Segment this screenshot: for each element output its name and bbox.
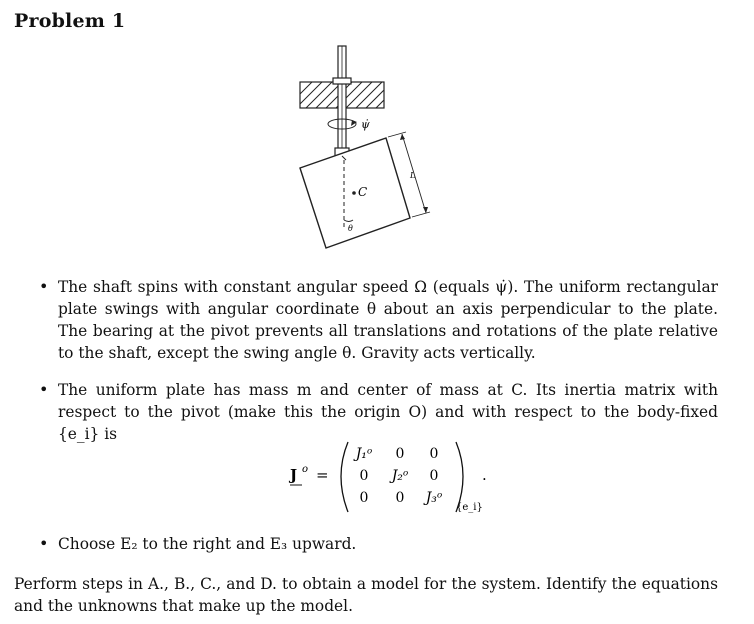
- pendulum-plate-figure: [0, 0, 754, 260]
- center-of-mass-dot: [352, 191, 356, 195]
- m31: 0: [359, 490, 369, 506]
- matrix-basis: {e_i}: [456, 502, 483, 513]
- m23: 0: [429, 468, 439, 484]
- inertia-matrix: [288, 438, 518, 516]
- matrix-lhs-sup: o: [302, 464, 309, 475]
- matrix-lhs: J: [290, 466, 298, 484]
- m11: J₁ᵒ: [355, 446, 373, 462]
- psi-dot-label: ψ̇: [361, 118, 370, 131]
- m21: 0: [359, 468, 369, 484]
- matrix-period: .: [482, 466, 487, 484]
- theta-label: θ: [348, 224, 353, 233]
- bullet-shaft-description: • The shaft spins with constant angular speed Ω (equals ψ̇). The uniform rectangular plate swings with angular coordinate θ about an axis perpendicular to the plate. The bearing at the pivot prevents all translations and rotations of the plate relative to the shaft, except the swing angle θ. Gravity acts vertically.: [58, 276, 718, 364]
- m32: 0: [395, 490, 405, 506]
- bullet-choose-axes: • Choose E₂ to the right and E₃ upward.: [58, 533, 718, 555]
- closing-instructions: Perform steps in A., B., C., and D. to obtain a model for the system. Identify the equations and the unknowns that make up the model.: [14, 575, 718, 615]
- problem-title: Problem 1: [14, 10, 126, 32]
- m22: J₂ᵒ: [391, 468, 409, 484]
- m13: 0: [429, 446, 439, 462]
- c-label: C: [358, 185, 368, 199]
- l-label: L: [410, 171, 416, 180]
- matrix-equals: =: [316, 466, 329, 484]
- bullet-plate-inertia: • The uniform plate has mass m and center of mass at C. Its inertia matrix with respect to the pivot (make this the origin O) and with respect to the body-fixed {e_i} is: [58, 379, 718, 445]
- m12: 0: [395, 446, 405, 462]
- m33: J₃ᵒ: [425, 490, 443, 506]
